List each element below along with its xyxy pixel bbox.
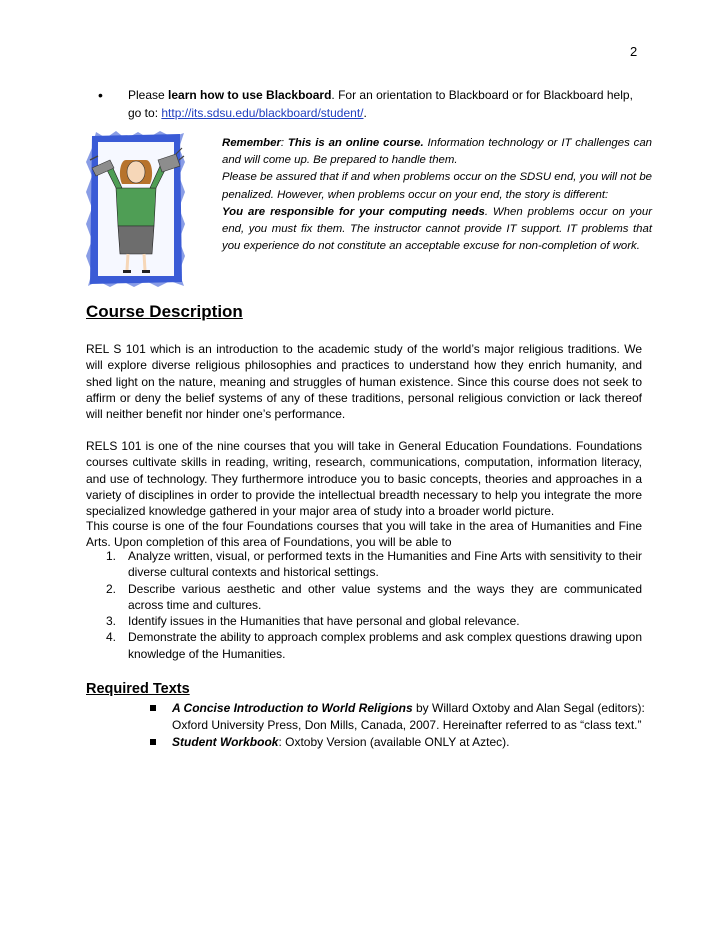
list-item [86, 613, 642, 629]
outcome-number: 2. [106, 581, 117, 596]
bullet-rest: . For an orientation to Blackboard or for Blackboard help, go to: [128, 88, 633, 120]
list-item [86, 548, 642, 581]
remember-notice [222, 135, 652, 255]
bullet-end: . [363, 106, 367, 120]
remember-line1-rest: Information technology or IT challenges can and will come up. Be prepared to handle them. [222, 137, 652, 167]
outcome-number: 3. [106, 614, 117, 629]
outcome-text: Analyze written, visual, or performed texts in the Humanities and Fine Arts with sensitivity to their diverse cultural contexts and historical settings. [128, 549, 642, 580]
blackboard-bullet-text [128, 86, 643, 122]
list-item [150, 734, 645, 751]
remember-para-2: Please be assured that if and when problems occur on the SDSU end, you will not be penalized. However, when problems occur on your end, the story is different: [222, 171, 652, 201]
woman-with-plug-clipart [86, 130, 186, 288]
square-bullet-icon [150, 705, 156, 711]
learning-outcomes-list [86, 548, 642, 662]
bullet-dot-icon: • [98, 87, 103, 103]
remember-label: Remember [222, 137, 281, 149]
list-item [86, 629, 642, 662]
list-item [86, 581, 642, 614]
book-details: : Oxtoby Version (available ONLY at Aztec). [278, 735, 510, 749]
bullet-bold: learn how to use Blackboard [168, 88, 332, 102]
page-number: 2 [630, 44, 638, 59]
remember-para-1 [222, 135, 652, 169]
course-description-p3: This course is one of the four Foundations courses that you will take in the area of Humanities and Fine Arts. Upon completion of this area of Foundations, you will be able to [86, 519, 642, 550]
book-details: by Willard Oxtoby and Alan Segal (editors): Oxford University Press, Don Mills, Canada, 2007. Hereinafter referred to as “class text.” [172, 701, 645, 732]
book-title: A Concise Introduction to World Religions [172, 701, 413, 715]
blackboard-help-link[interactable]: http://its.sdsu.edu/blackboard/student/ [161, 106, 364, 120]
remember-bold-text: This is an online course. [284, 137, 424, 149]
required-texts-list [150, 700, 645, 752]
bullet-prefix: Please [128, 88, 169, 102]
remember-para-3 [222, 204, 652, 256]
course-description-p1: REL S 101 which is an introduction to the academic study of the world’s major religious traditions. We will explore diverse religious philosophies and practices to understand how they enrich humanity, and shed light on the nature, meaning and struggles of human existence. Since this course does not seek to affirm or deny the belief systems of any of these traditions, personal religious conviction or lack thereof will neither benefit nor hinder one’s performance. [86, 342, 642, 422]
required-texts-heading: Required Texts [86, 681, 190, 697]
course-description-heading: Course Description [86, 302, 243, 321]
outcome-text: Describe various aesthetic and other value systems and the ways they are communicated across time and cultures. [128, 581, 642, 612]
course-description-p2: RELS 101 is one of the nine courses that you will take in General Education Foundations. Foundations courses cultivate skills in reading, writing, research, communications, computation, information literacy, and use of technology. They furthermore introduce you to basic concepts, theories and approaches in a variety of disciplines in order to provide the intellectual breadth necessary to help you integrate the more specialized knowledge gathered in your major area of study into a broader world picture. [86, 439, 642, 519]
remember-responsibility-bold: You are responsible for your computing needs [222, 205, 485, 218]
outcome-text: Demonstrate the ability to approach complex problems and ask complex questions drawing upon knowledge of the Humanities. [128, 630, 642, 661]
square-bullet-icon [150, 739, 156, 745]
outcome-number: 4. [106, 630, 117, 645]
remember-colon: : [280, 137, 285, 149]
book-title: Student Workbook [172, 735, 279, 749]
list-item [150, 700, 645, 733]
outcome-text: Identify issues in the Humanities that have personal and global relevance. [128, 614, 520, 629]
outcome-number: 1. [106, 549, 117, 563]
remember-responsibility-rest: . When problems occur on your end, you must fix them. The instructor cannot provide IT support. IT problems that you experience do not constitute an acceptable excuse for non-completion of work. [222, 205, 652, 253]
